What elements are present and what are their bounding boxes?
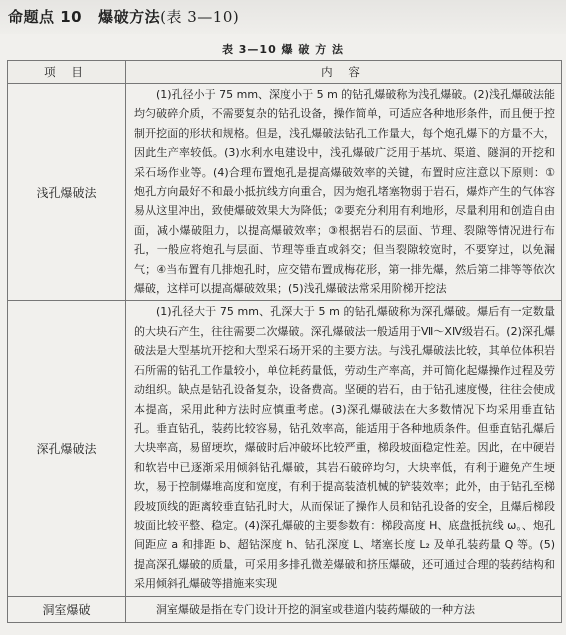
row-item-label: 洞室爆破: [8, 596, 126, 622]
table-row: [8, 84, 562, 301]
column-header-content: 内 容: [126, 61, 562, 84]
row-content-text: (1)孔径大于 75 mm、孔深大于 5 m 的钻孔爆破称为深孔爆破。爆后有一定数量的大块石产生，往往需要二次爆破。深孔爆破法一般适用于Ⅶ～ⅩⅣ级岩石。(2)深孔爆破法是大型基坑开挖和大型采石场开采的主要方法。与浅孔爆破法比较，其单位体积岩石所需的钻孔工作量较小，单位耗药量低，劳动生产率高，并可简化起爆操作过程及劳动组织。缺点是钻孔设备复杂，设备费高。坚硬的岩石，由于钻孔速度慢，往往会使成本提高，采用此种方法时应慎重考虑。(3)深孔爆破法在大多数情况下均采用垂直钻孔。垂直钻孔，装药比较容易，钻孔效率高，能适用于各种地质条件。但垂直钻孔爆后大块率高，易留埂坎，爆破时后冲破坏比较严重，梯段坡面稳定性差。因此，在中硬岩和软岩中已逐渐采用倾斜钻孔爆破，其岩石破碎均匀，大块率低，有利于避免产生埂坎，易于控制爆堆高度和宽度，有利于提高装渣机械的铲装效率；此外，由于钻孔至梯段坡顶线的距离较垂直钻孔时大，从而保证了操作人员和钻孔设备的安全，且爆后梯段坡面比较平整、稳定。(4)深孔爆破的主要参数有：梯段高度 H、底盘抵抗线 ω。、炮孔间距应 a 和排距 b、超钻深度 h、钻孔深度 L、堵塞长度 L₂ 及单孔装药量 Q 等。(5)提高深孔爆破的质量，可采用多排孔微差爆破和挤压爆破，还可通过合理的装药结构和采用倾斜孔爆破等措施来实现: [134, 305, 555, 591]
row-content-cell: [126, 596, 562, 622]
row-item-label: 浅孔爆破法: [8, 84, 126, 301]
column-header-item: 项 目: [8, 61, 126, 84]
section-heading: [8, 6, 239, 27]
heading-ref: (表 3—10): [160, 8, 240, 26]
blasting-methods-table: [7, 60, 562, 623]
table-row: [8, 596, 562, 622]
heading-number: 命题点 10: [8, 8, 83, 26]
row-content-cell: [126, 301, 562, 596]
row-item-label: 深孔爆破法: [8, 301, 126, 596]
row-content-cell: [126, 84, 562, 301]
table-row: [8, 301, 562, 596]
row-content-text: (1)孔径小于 75 mm、深度小于 5 m 的钻孔爆破称为浅孔爆破。(2)浅孔爆破法能均匀破碎介质，不需要复杂的钻孔设备，操作简单，可适应各种地形条件，而且便于控制开挖面的形状和规格。但是，浅孔爆破法钻孔工作量大，每个炮孔爆下的方量不大，因此生产率较低。(3)水利水电建设中，浅孔爆破广泛用于基坑、渠道、隧洞的开挖和采石场作业等。(4)合理布置炮孔是提高爆破效率的关键，布置时应注意以下原则：①炮孔方向最好不和最小抵抗线方向重合，因为炮孔堵塞物弱于岩石，爆炸产生的气体容易从这里冲出，致使爆破效果大为降低；②要充分利用有利地形，尽量利用和创造自由面，减小爆破阻力，以提高爆破效率；③根据岩石的层面、节理、裂隙等情况进行布孔，一般应将炮孔与层面、节理等垂直或斜交；但当裂隙较宽时，不要穿过，以免漏气；④当布置有几排炮孔时，应交错布置成梅花形，第一排先爆，然后第二排等等依次爆破，这样可以提高爆破效果；(5)浅孔爆破法常采用阶梯开挖法: [134, 88, 555, 296]
table-caption: 表 3—10 爆 破 方 法: [221, 43, 345, 56]
heading-title: 爆破方法: [98, 8, 161, 26]
row-content-text: 洞室爆破是指在专门设计开挖的洞室或巷道内装药爆破的一种方法: [156, 602, 475, 616]
table-header-row: [8, 61, 562, 84]
